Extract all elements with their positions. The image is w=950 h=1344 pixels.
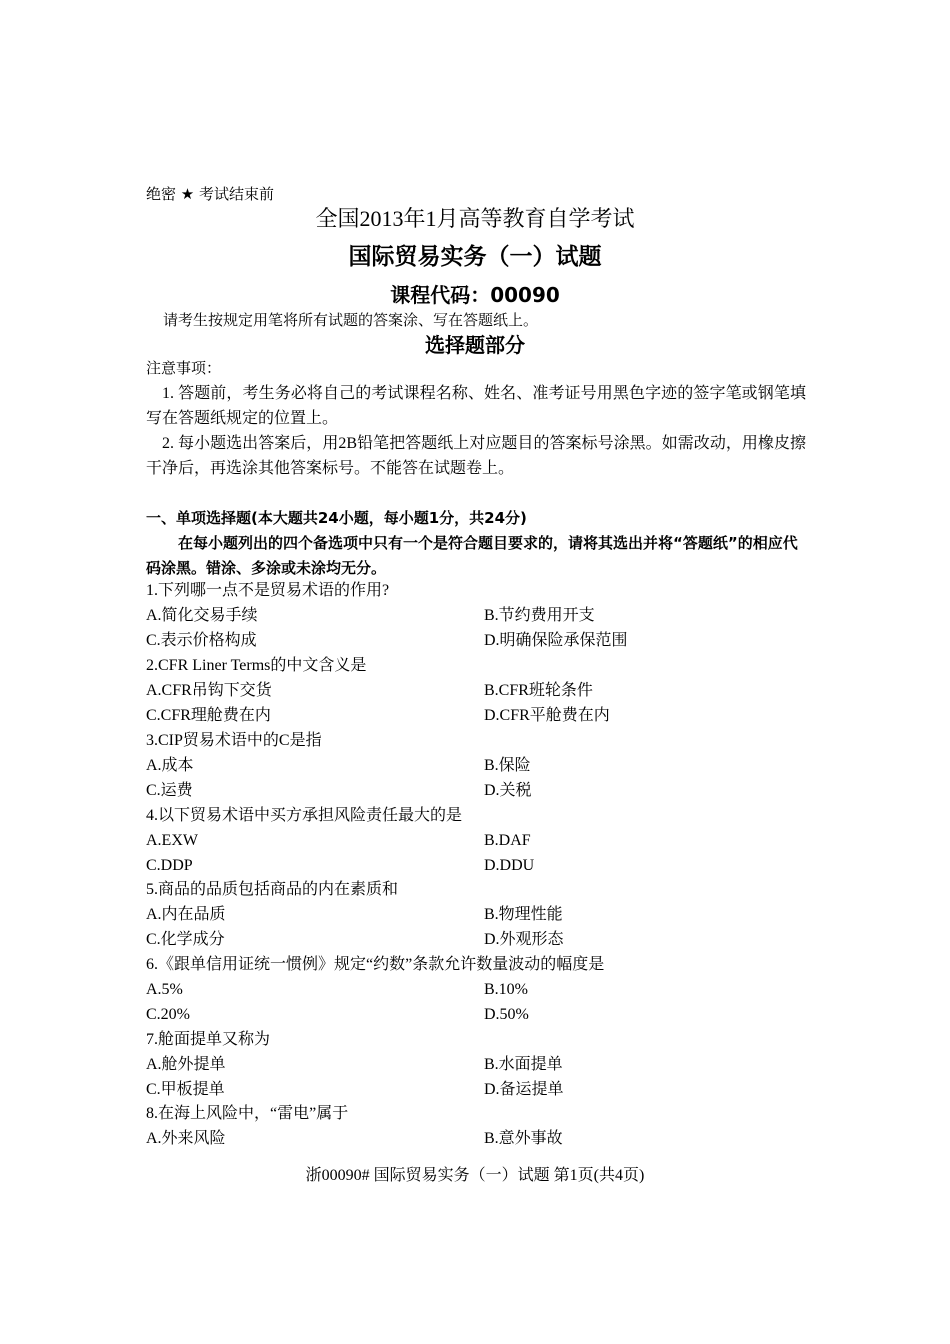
option-c: C.表示价格构成 [146,632,257,649]
secret-mark: 绝密 ★ 考试结束前 [146,185,274,203]
question-stem: 5.商品的品质包括商品的内在素质和 [146,881,399,898]
section-instruction: 在每小题列出的四个备选项中只有一个是符合题目要求的，请将其选出并将“答题纸”的相应代码涂黑。错涂、多涂或未涂均无分。 [146,534,798,577]
paper-title: 国际贸易实务（一）试题 [348,244,602,270]
option-c: C.20% [146,1006,190,1023]
option-b: B.水面提单 [484,1056,563,1073]
option-a: A.简化交易手续 [146,607,258,624]
option-c: C.运费 [146,782,193,799]
option-a: A.外来风险 [146,1130,226,1147]
option-a: A.5% [146,981,183,998]
option-b: B.CFR班轮条件 [484,682,593,699]
section-title: 一、单项选择题(本大题共24小题，每小题1分，共24分) [146,509,527,527]
question-stem: 6.《跟单信用证统一惯例》规定“约数”条款允许数量波动的幅度是 [146,956,605,973]
answer-instruction: 请考生按规定用笔将所有试题的答案涂、写在答题纸上。 [163,311,539,329]
notes-heading: 注意事项： [146,359,222,377]
note-item-1: 1. 答题前，考生务必将自己的考试课程名称、姓名、准考证号用黑色字迹的签字笔或钢笔填写在答题纸规定的位置上。 [146,385,806,427]
option-a: A.内在品质 [146,906,226,923]
exam-title: 全国2013年1月高等教育自学考试 [315,206,635,231]
option-c: C.甲板提单 [146,1081,225,1098]
option-a: A.成本 [146,757,194,774]
option-b: B.节约费用开支 [484,607,595,624]
question-stem: 7.舱面提单又称为 [146,1031,271,1048]
question-stem: 3.CIP贸易术语中的C是指 [146,732,322,749]
option-d: D.明确保险承保范围 [484,632,628,649]
option-d: D.关税 [484,782,532,799]
option-d: D.50% [484,1006,529,1023]
option-b: B.意外事故 [484,1130,563,1147]
option-d: D.备运提单 [484,1081,564,1098]
option-b: B.10% [484,981,528,998]
option-b: B.DAF [484,832,531,849]
option-b: B.保险 [484,757,531,774]
option-d: D.DDU [484,857,535,874]
part-title: 选择题部分 [425,333,525,357]
option-b: B.物理性能 [484,906,563,923]
option-a: A.舱外提单 [146,1056,226,1073]
question-stem: 8.在海上风险中，“雷电”属于 [146,1105,349,1122]
option-c: C.CFR理舱费在内 [146,707,271,724]
question-stem: 1.下列哪一点不是贸易术语的作用? [146,582,390,599]
option-d: D.外观形态 [484,931,564,948]
option-a: A.CFR吊钩下交货 [146,682,272,699]
question-stem: 4.以下贸易术语中买方承担风险责任最大的是 [146,807,463,824]
option-a: A.EXW [146,832,198,849]
page-footer: 浙00090# 国际贸易实务（一）试题 第1页(共4页) [305,1167,645,1184]
option-d: D.CFR平舱费在内 [484,707,610,724]
question-stem: 2.CFR Liner Terms的中文含义是 [146,657,367,674]
course-code: 课程代码：00090 [390,283,560,307]
note-item-2: 2. 每小题选出答案后，用2B铅笔把答题纸上对应题目的答案标号涂黑。如需改动，用橡皮擦干净后，再选涂其他答案标号。不能答在试题卷上。 [146,435,806,477]
option-c: C.DDP [146,857,193,874]
option-c: C.化学成分 [146,931,225,948]
